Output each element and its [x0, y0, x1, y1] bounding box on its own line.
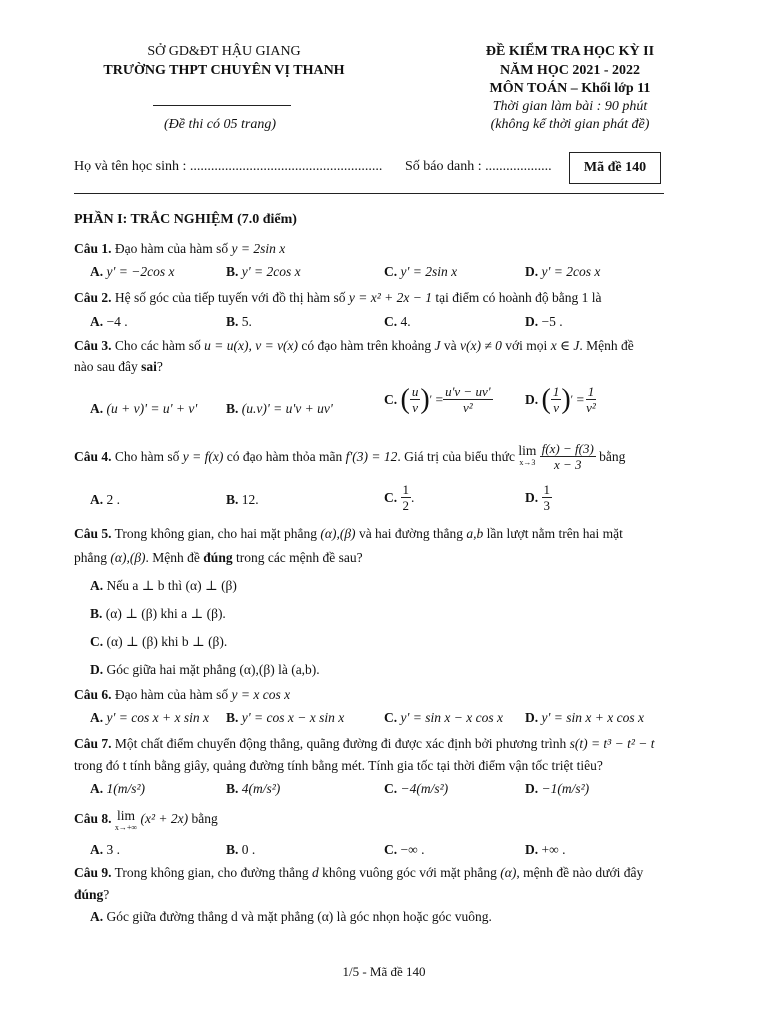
- student-name-row: [74, 159, 382, 175]
- exam-time: Thời gian làm bài : 90 phút: [492, 99, 648, 114]
- option-text: y' = cos x + x sin x: [106, 710, 209, 725]
- question-math: y = x² + 2x − 1: [348, 290, 432, 305]
- question-label: Câu 7.: [74, 736, 112, 751]
- question-math-2: (α): [500, 865, 517, 880]
- option-letter: B.: [226, 264, 239, 279]
- q3-option-a[interactable]: [90, 400, 197, 418]
- option-letter: B.: [90, 606, 103, 621]
- q7-option-a[interactable]: [90, 780, 145, 798]
- q1-option-d[interactable]: [525, 263, 600, 281]
- question-text-3: , mệnh đề nào dưới đây: [516, 865, 644, 880]
- q2-option-b[interactable]: [226, 313, 252, 331]
- option-text: Góc giữa hai mặt phẳng (α),(β) là (a,b).: [106, 662, 320, 677]
- page-footer: 1/5 - Mã đề 140: [342, 964, 426, 979]
- question-text: Hệ số góc của tiếp tuyến với đồ thị hàm số: [114, 290, 346, 305]
- q3-option-d[interactable]: [525, 384, 598, 415]
- option-text: −5 .: [541, 314, 563, 329]
- option-letter: A.: [90, 781, 104, 796]
- numerator: 1: [552, 384, 560, 399]
- option-letter: A.: [90, 842, 104, 857]
- option-letter: D.: [525, 842, 539, 857]
- numerator: u'v − uv': [445, 384, 491, 399]
- q4-option-a[interactable]: [90, 491, 120, 509]
- student-id-dots: ...................: [485, 159, 552, 174]
- question-label: Câu 6.: [74, 687, 112, 702]
- q8-option-c[interactable]: [384, 841, 425, 859]
- question-text: phẳng: [74, 550, 107, 565]
- limit-sub: x→3: [519, 457, 536, 467]
- question-end: trong các mệnh đề sau?: [235, 550, 363, 565]
- question-3: [74, 337, 634, 355]
- option-text: y' = 2sin x: [400, 264, 458, 279]
- question-text-3: và: [443, 338, 457, 353]
- question-math-2: a,b: [466, 526, 484, 541]
- q9-option-a[interactable]: [90, 908, 492, 926]
- q8-option-d[interactable]: [525, 841, 566, 859]
- option-text: Nếu a ⊥ b thì (α) ⊥ (β): [106, 578, 237, 593]
- q1-option-a[interactable]: [90, 263, 174, 281]
- question-label: Câu 2.: [74, 290, 112, 305]
- q8-option-a[interactable]: [90, 841, 120, 859]
- option-letter: B.: [226, 781, 239, 796]
- option-text: −4(m/s²): [400, 781, 449, 796]
- question-text-2: có đạo hàm trên khoảng: [301, 338, 432, 353]
- question-3-line-2: [74, 358, 163, 376]
- option-suffix: .: [411, 489, 415, 505]
- prime: ′: [570, 393, 574, 406]
- question-text: nào sau đây: [74, 359, 138, 374]
- option-letter: C.: [384, 489, 398, 505]
- question-math: y = f(x): [182, 448, 224, 464]
- denominator: 2: [402, 498, 409, 513]
- fraction: [410, 384, 421, 415]
- option-text: 12.: [241, 492, 259, 507]
- question-label: Câu 8.: [74, 811, 112, 826]
- paren-close: ): [420, 383, 430, 415]
- option-letter: D.: [525, 781, 539, 796]
- question-math: (α),(β): [110, 550, 146, 565]
- paren-close: ): [561, 383, 571, 415]
- fraction: [542, 482, 553, 513]
- denominator: v²: [462, 400, 473, 415]
- q2-option-d[interactable]: [525, 313, 563, 331]
- student-name-label: Họ và tên học sinh :: [74, 159, 187, 174]
- option-text: =: [576, 391, 585, 407]
- q3-option-b[interactable]: [226, 400, 333, 418]
- q7-option-d[interactable]: [525, 780, 589, 798]
- question-end: ?: [103, 887, 110, 902]
- option-text: y' = sin x − x cos x: [400, 710, 503, 725]
- exam-time-note: (không kể thời gian phát đề): [490, 117, 650, 132]
- question-math: (α),(β): [320, 526, 356, 541]
- q4-option-b[interactable]: [226, 491, 259, 509]
- school-name: TRƯỜNG THPT CHUYÊN VỊ THANH: [103, 63, 345, 78]
- q1-option-c[interactable]: [384, 263, 457, 281]
- q7-option-b[interactable]: [226, 780, 280, 798]
- fraction: [551, 384, 562, 415]
- question-9-line-2: [74, 886, 109, 904]
- fraction: [443, 384, 492, 415]
- q5-option-c[interactable]: [90, 633, 227, 651]
- question-text-3: lần lượt nằm trên hai mặt: [486, 526, 623, 541]
- question-text-5: . Mệnh đề: [579, 338, 634, 353]
- option-text: 4.: [400, 314, 411, 329]
- option-letter: C.: [384, 842, 398, 857]
- denominator: 3: [543, 498, 550, 513]
- option-text: (α) ⊥ (β) khi a ⊥ (β).: [105, 606, 226, 621]
- q6-option-a[interactable]: [90, 709, 209, 727]
- q5-option-a[interactable]: [90, 577, 237, 595]
- question-math: d: [311, 865, 319, 880]
- option-text: −4 .: [106, 314, 128, 329]
- q2-option-c[interactable]: [384, 313, 411, 331]
- option-letter: C.: [384, 264, 398, 279]
- question-5-line-2: [74, 549, 363, 567]
- question-text: Trong không gian, cho hai mặt phẳng: [114, 526, 318, 541]
- question-emphasis: đúng: [74, 887, 104, 902]
- denominator: x − 3: [553, 457, 582, 472]
- option-letter: B.: [226, 842, 239, 857]
- option-text: (u.v)' = u'v + uv': [241, 401, 333, 416]
- q3-option-c[interactable]: [384, 384, 493, 415]
- question-label: Câu 5.: [74, 526, 112, 541]
- numerator: 1: [543, 482, 550, 497]
- question-5: [74, 525, 623, 543]
- question-math-4: x ∈ J: [550, 338, 580, 353]
- student-name-dots: .......................................................: [189, 159, 383, 174]
- student-divider: [74, 193, 664, 194]
- student-id-label: Số báo danh :: [405, 159, 482, 174]
- option-letter: C.: [384, 710, 398, 725]
- numerator: f(x) − f(3): [541, 441, 594, 456]
- question-end: ?: [156, 359, 163, 374]
- denominator: v²: [586, 400, 596, 415]
- question-math: u = u(x), v = v(x): [204, 338, 299, 353]
- option-letter: D.: [90, 662, 104, 677]
- option-text: 4(m/s²): [241, 781, 281, 796]
- q4-option-d[interactable]: [525, 482, 552, 513]
- question-math-2: J: [434, 338, 441, 353]
- fraction: [540, 441, 596, 472]
- question-6: [74, 686, 290, 704]
- option-text: y' = sin x + x cos x: [541, 710, 644, 725]
- option-letter: D.: [525, 391, 539, 407]
- question-9: [74, 864, 643, 882]
- option-text: +∞ .: [541, 842, 566, 857]
- question-text-2: có đạo hàm thỏa mãn: [226, 448, 343, 464]
- option-letter: A.: [90, 492, 104, 507]
- limit: [115, 810, 137, 834]
- question-label: Câu 1.: [74, 241, 112, 256]
- option-text: 2 .: [106, 492, 120, 507]
- q7-option-c[interactable]: [384, 780, 448, 798]
- option-letter: C.: [384, 391, 398, 407]
- question-label: Câu 4.: [74, 448, 112, 464]
- option-text: Góc giữa đường thẳng d và mặt phẳng (α) là góc nhọn hoặc góc vuông.: [106, 909, 492, 924]
- subject: MÔN TOÁN – Khối lớp 11: [489, 81, 651, 96]
- option-letter: A.: [90, 264, 104, 279]
- option-text: (α) ⊥ (β) khi b ⊥ (β).: [106, 634, 228, 649]
- question-math: y = 2sin x: [231, 241, 286, 256]
- numerator: u: [411, 384, 419, 399]
- option-letter: D.: [525, 264, 539, 279]
- exam-code-box: [569, 152, 661, 184]
- question-4: [74, 441, 625, 472]
- option-letter: B.: [226, 314, 239, 329]
- q4-option-c[interactable]: [384, 482, 414, 513]
- department-name: SỞ GD&ĐT HẬU GIANG: [147, 44, 301, 59]
- option-text: y' = −2cos x: [106, 264, 175, 279]
- q6-option-c[interactable]: [384, 709, 503, 727]
- question-7-line-2: trong đó t tính bằng giây, quảng đường tính bằng mét. Tính gia tốc tại thời điểm vận tốc triệt tiêu?: [74, 758, 603, 773]
- exam-title: ĐỀ KIỂM TRA HỌC KỲ II: [485, 44, 655, 59]
- denominator: v: [553, 400, 559, 415]
- q1-option-b[interactable]: [226, 263, 301, 281]
- option-letter: C.: [384, 781, 398, 796]
- limit: [518, 442, 537, 469]
- question-text: bằng: [191, 811, 218, 826]
- question-label: Câu 3.: [74, 338, 112, 353]
- question-math-3: v(x) ≠ 0: [460, 338, 502, 353]
- option-letter: D.: [525, 710, 539, 725]
- option-letter: B.: [226, 710, 239, 725]
- paren-open: (: [400, 383, 410, 415]
- option-letter: A.: [90, 578, 104, 593]
- option-text: 5.: [241, 314, 252, 329]
- exam-code: Mã đề 140: [583, 160, 647, 175]
- q6-option-d[interactable]: [525, 709, 644, 727]
- option-text: −∞ .: [400, 842, 425, 857]
- denominator: v: [412, 400, 418, 415]
- option-letter: A.: [90, 314, 104, 329]
- question-text: Cho hàm số: [114, 448, 180, 464]
- limit-word: lim: [518, 442, 537, 458]
- question-text: Đạo hàm của hàm số: [114, 241, 229, 256]
- question-8: [74, 810, 218, 834]
- question-2: [74, 289, 601, 307]
- option-letter: C.: [384, 314, 398, 329]
- q5-option-d[interactable]: [90, 661, 320, 679]
- prime: ′: [429, 393, 433, 406]
- limit-word: lim: [116, 808, 135, 823]
- header-divider-left: [153, 105, 291, 106]
- question-math: s(t) = t³ − t² − t: [569, 736, 655, 751]
- school-year: NĂM HỌC 2021 - 2022: [500, 63, 640, 78]
- numerator: 1: [587, 384, 595, 399]
- pages-note: (Đề thi có 05 trang): [164, 117, 276, 132]
- option-text: y' = cos x − x sin x: [241, 710, 345, 725]
- question-7: [74, 735, 655, 753]
- question-math-2: f′(3) = 12: [345, 448, 398, 464]
- fraction: [584, 384, 598, 415]
- q2-option-a[interactable]: [90, 313, 128, 331]
- option-letter: D.: [525, 489, 539, 505]
- question-math: (x² + 2x): [140, 811, 189, 826]
- fraction: [401, 482, 415, 513]
- option-letter: B.: [226, 401, 239, 416]
- numerator: 1: [402, 482, 409, 497]
- question-emphasis: đúng: [203, 550, 233, 565]
- option-text: 1(m/s²): [106, 781, 146, 796]
- option-letter: A.: [90, 909, 104, 924]
- question-1: [74, 240, 285, 258]
- question-emphasis: sai: [141, 359, 157, 374]
- option-text: y' = 2cos x: [241, 264, 301, 279]
- question-text-2: tại điểm có hoành độ bằng 1 là: [435, 290, 602, 305]
- option-letter: A.: [90, 710, 104, 725]
- question-text-2: và hai đường thẳng: [358, 526, 463, 541]
- question-text-2: không vuông góc với mặt phẳng: [322, 865, 497, 880]
- question-math: y = x cos x: [231, 687, 291, 702]
- student-id-row: [405, 159, 552, 175]
- option-text: 0 .: [241, 842, 256, 857]
- option-text: (u + v)' = u' + v': [106, 401, 198, 416]
- option-letter: A.: [90, 401, 104, 416]
- option-text: −1(m/s²): [541, 781, 590, 796]
- question-text-2: . Mệnh đề: [145, 550, 200, 565]
- question-text: Cho các hàm số: [114, 338, 201, 353]
- section-title: PHẦN I: TRẮC NGHIỆM (7.0 điểm): [74, 212, 297, 227]
- option-letter: B.: [226, 492, 239, 507]
- option-text: y' = 2cos x: [541, 264, 601, 279]
- question-text: Một chất điểm chuyển động thẳng, quãng đường đi được xác định bởi phương trình: [114, 736, 567, 751]
- option-letter: C.: [90, 634, 104, 649]
- question-label: Câu 9.: [74, 865, 112, 880]
- question-text-3: . Giá trị của biểu thức: [397, 448, 515, 464]
- paren-open: (: [541, 383, 551, 415]
- question-text-4: bằng: [599, 448, 626, 464]
- q8-option-b[interactable]: [226, 841, 255, 859]
- q6-option-b[interactable]: [226, 709, 344, 727]
- q5-option-b[interactable]: [90, 605, 226, 623]
- question-text: Trong không gian, cho đường thẳng: [114, 865, 309, 880]
- limit-sub: x→+∞: [114, 823, 138, 832]
- question-text-4: với mọi: [505, 338, 548, 353]
- question-text: Đạo hàm của hàm số: [114, 687, 229, 702]
- option-letter: D.: [525, 314, 539, 329]
- option-text: 3 .: [106, 842, 120, 857]
- option-text: =: [435, 391, 444, 407]
